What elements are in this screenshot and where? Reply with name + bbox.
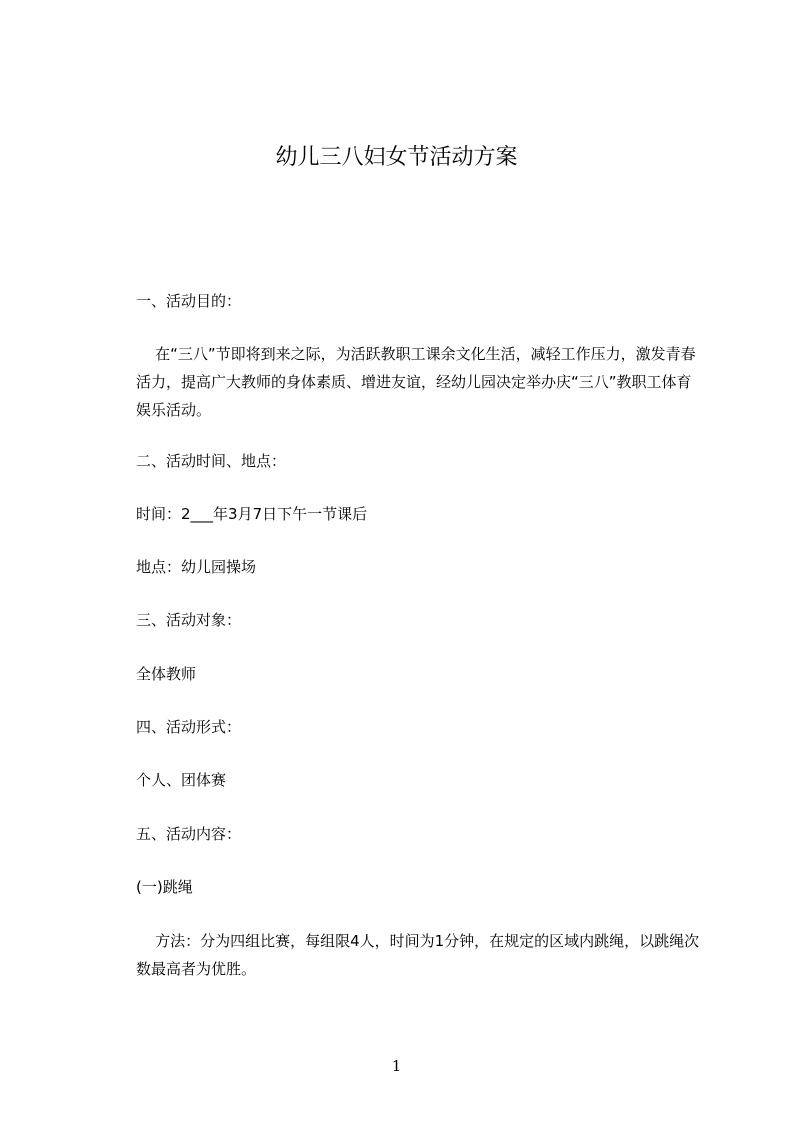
jump-rope-method-paragraph: 方法：分为四组比赛，每组限4人，时间为1分钟，在规定的区域内跳绳，以跳绳次数最高者为优胜。	[136, 932, 700, 978]
place-line: 地点：幼儿园操场	[136, 558, 257, 576]
content-item-jump-rope: (一)跳绳	[136, 878, 193, 896]
section-heading-time-place: 二、活动时间、地点：	[136, 452, 287, 470]
section-heading-content: 五、活动内容：	[136, 825, 242, 843]
section-heading-format: 四、活动形式：	[136, 718, 242, 736]
participants-text: 全体教师	[136, 665, 197, 683]
time-line: 时间：2___年3月7日下午一节课后	[136, 505, 368, 523]
document-title: 幼儿三八妇女节活动方案	[275, 145, 518, 170]
format-text: 个人、团体赛	[136, 771, 227, 789]
section-heading-participants: 三、活动对象：	[136, 611, 242, 629]
purpose-paragraph: 在“三八”节即将到来之际，为活跃教职工课余文化生活，减轻工作压力，激发青春活力，提高广大教师的身体素质、增进友谊，经幼儿园决定举办庆“三八”教职工体育娱乐活动。	[136, 345, 696, 419]
section-heading-purpose: 一、活动目的：	[136, 292, 242, 310]
page-number: 1	[391, 1057, 402, 1075]
